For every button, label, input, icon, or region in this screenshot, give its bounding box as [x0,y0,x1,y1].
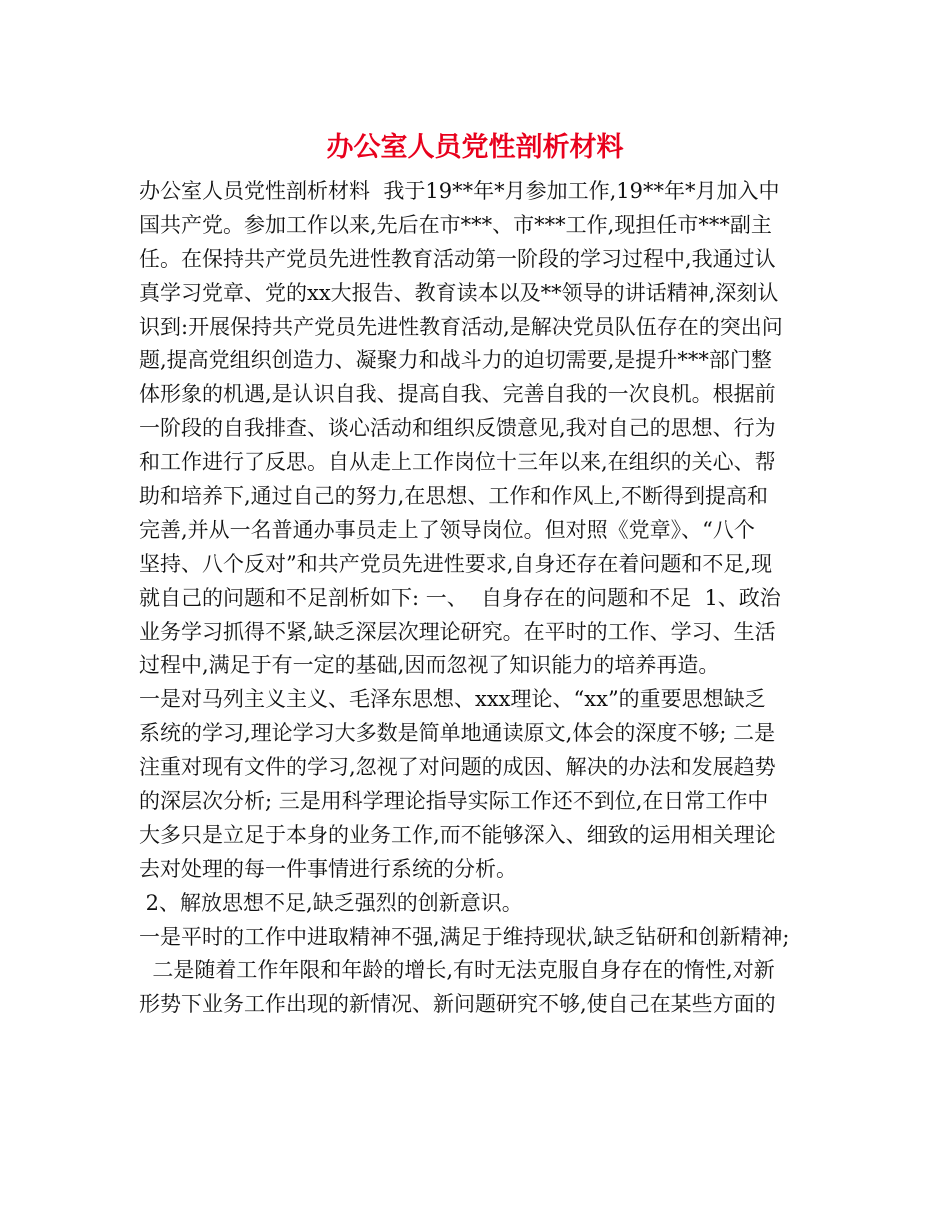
text-line: 形势下业务工作出现的新情况、新问题研究不够,使自己在某些方面的 [139,992,776,1017]
text-line: 坚持、八个反对”和共产党员先进性要求,自身还存在着问题和不足,现 [139,551,773,576]
text-line: 的深层次分析; 三是用科学理论指导实际工作还不到位,在日常工作中 [139,789,769,814]
document-body [139,175,819,1022]
text-line: 业务学习抓得不紧,缺乏深层次理论研究。在平时的工作、学习、生活 [139,619,776,644]
text-line: 助和培养下,通过自己的努力,在思想、工作和作风上,不断得到提高和 [139,484,769,509]
text-line: 2、解放思想不足,缺乏强烈的创新意识。 [139,890,523,915]
text-line: 完善,并从一名普通办事员走上了领导岗位。但对照《党章》、“八个 [139,517,755,542]
text-line: 国共产党。参加工作以来,先后在市***、市***工作,现担任市***副主 [139,212,772,237]
text-line: 一是平时的工作中进取精神不强,满足于维持现状,缺乏钻研和创新精神; [139,924,790,949]
text-line: 真学习党章、党的xx大报告、教育读本以及**领导的讲话精神,深刻认 [139,280,779,305]
text-line: 题,提高党组织创造力、凝聚力和战斗力的迫切需要,是提升***部门整 [139,348,772,373]
text-line: 办公室人员党性剖析材料 我于19**年*月参加工作,19**年*月加入中 [139,179,780,203]
document-title: 办公室人员党性剖析材料 [326,132,624,163]
text-line: 过程中,满足于有一定的基础,因而忽视了知识能力的培养再造。 [139,653,720,678]
text-line: 和工作进行了反思。自从走上工作岗位十三年以来,在组织的关心、帮 [139,450,776,475]
text-line: 体形象的机遇,是认识自我、提高自我、完善自我的一次良机。根据前 [139,382,776,407]
text-line: 大多只是立足于本身的业务工作,而不能够深入、细致的运用相关理论 [139,822,776,847]
text-line: 注重对现有文件的学习,忽视了对问题的成因、解决的办法和发展趋势 [139,755,776,780]
text-line: 就自己的问题和不足剖析如下: 一、 自身存在的问题和不足 1、政治 [139,585,781,610]
text-line: 去对处理的每一件事情进行系统的分析。 [139,856,517,881]
text-line: 系统的学习,理论学习大多数是简单地通读原文,体会的深度不够; 二是 [139,721,776,746]
text-line: 一阶段的自我排查、谈心活动和组织反馈意见,我对自己的思想、行为 [139,416,776,441]
text-line: 识到:开展保持共产党员先进性教育活动,是解决党员队伍存在的突出问 [139,314,783,339]
text-line: 一是对马列主义主义、毛泽东思想、xxx理论、“xx”的重要思想缺乏 [139,687,766,712]
text-line: 二是随着工作年限和年龄的增长,有时无法克服自身存在的惰性,对新 [139,958,775,983]
text-line: 任。在保持共产党员先进性教育活动第一阶段的学习过程中,我通过认 [139,246,776,271]
